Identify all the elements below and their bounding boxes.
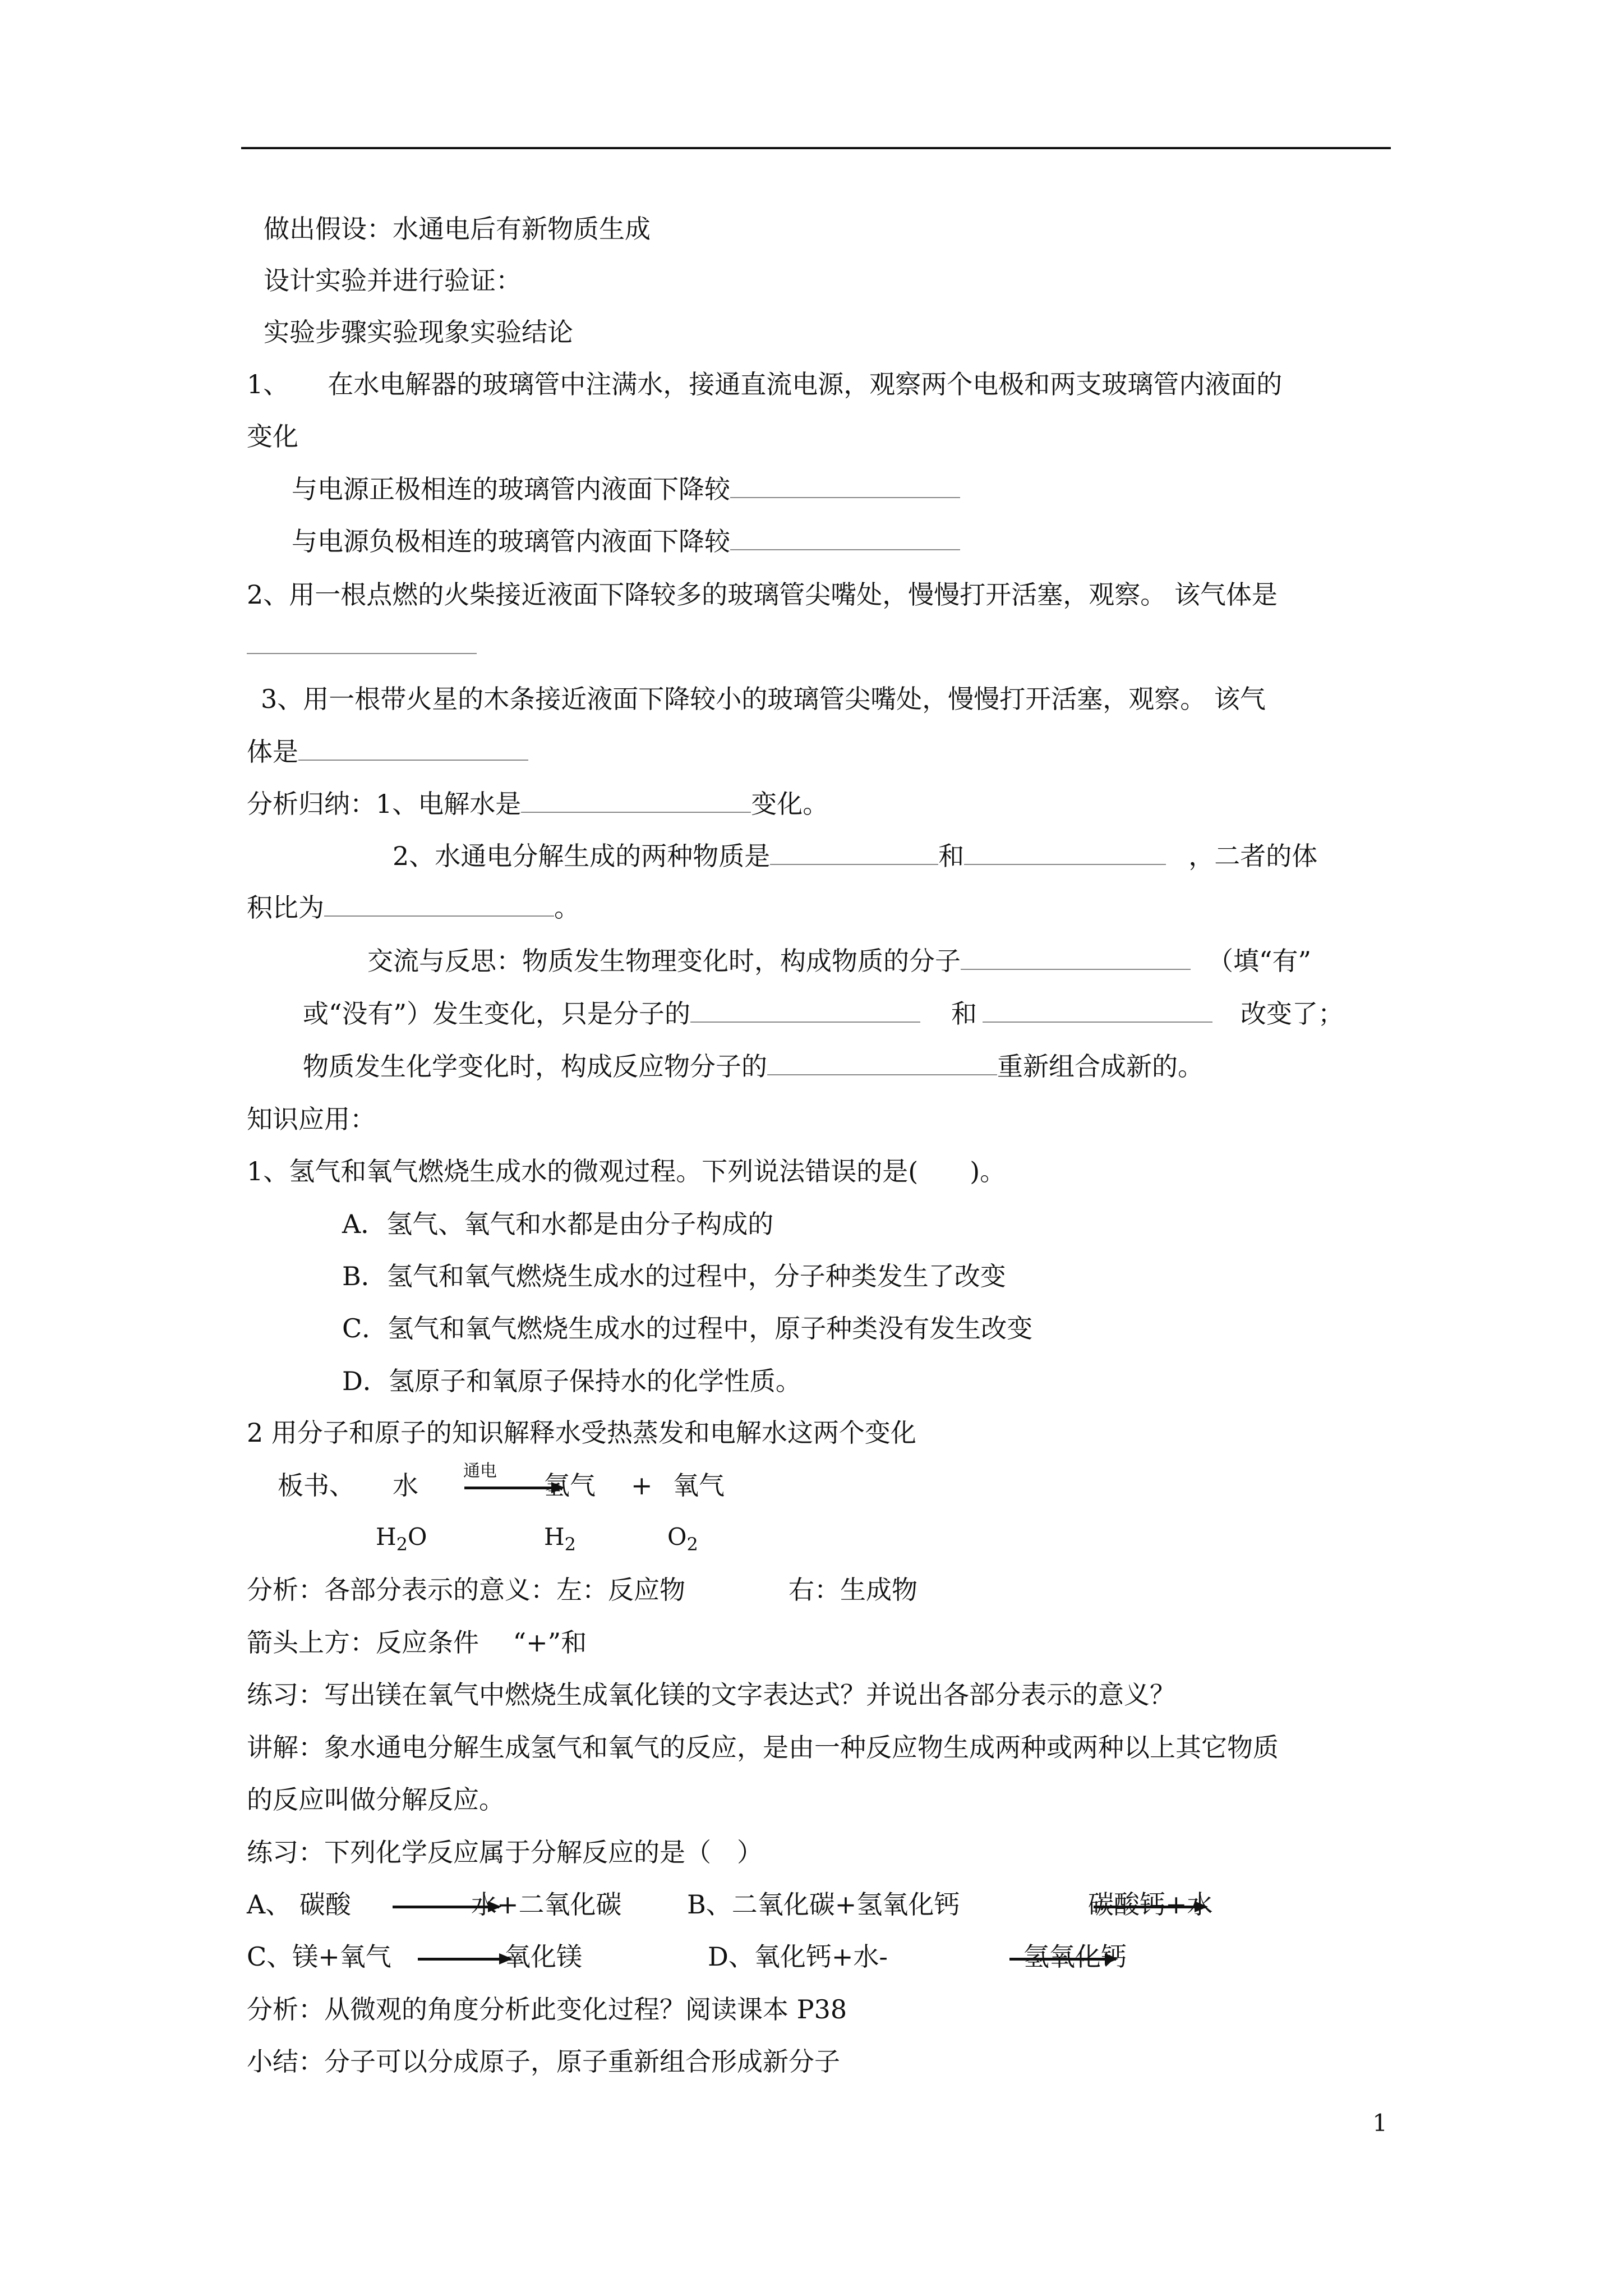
- reflect2-text: 或“没有”）发生变化，只是分子的: [303, 999, 691, 1029]
- reflect-line1: [367, 944, 1311, 978]
- analysis2-and: 和: [938, 841, 965, 871]
- design-line: 设计实验并进行验证：: [264, 265, 522, 296]
- reflect2-and: 和: [951, 999, 978, 1029]
- practice1: 练习：写出镁在氧气中燃烧生成氧化镁的文字表达式？并说出各部分表示的意义？: [247, 1680, 1175, 1710]
- formula-o2-o: O: [667, 1523, 687, 1550]
- reflect2-end: 改变了；: [1241, 999, 1344, 1029]
- option-d-right: 氢氧化钙: [1023, 1941, 1127, 1972]
- formula-o2-sub: 2: [686, 1534, 698, 1555]
- step1-continuation: 变化: [247, 421, 298, 452]
- ratio-blank[interactable]: [324, 893, 554, 917]
- analysis1-end: 变化。: [751, 789, 829, 819]
- board-water: 水: [393, 1470, 418, 1501]
- negative-pole-text: 与电源负极相连的玻璃管内液面下降较: [292, 526, 730, 556]
- analysis1-blank[interactable]: [521, 789, 751, 813]
- step3-text: 体是: [247, 737, 298, 767]
- reflect2-blank1[interactable]: [690, 999, 920, 1023]
- step3-line: 3、用一根带火星的木条接近液面下降较小的玻璃管尖嘴处，慢慢打开活塞，观察。 该气: [261, 684, 1266, 714]
- analysis2-blank1[interactable]: [770, 841, 938, 865]
- reflect3-blank[interactable]: [767, 1052, 997, 1075]
- formula-h2o-h: H: [376, 1523, 396, 1550]
- question1-option-c: C．氢气和氧气燃烧生成水的过程中，原子种类没有发生改变: [342, 1313, 1033, 1343]
- reflect3-end: 重新组合成新的。: [997, 1051, 1204, 1082]
- micro-analysis: 分析：从微观的角度分析此变化过程？阅读课本 P38: [247, 1994, 847, 2024]
- analysis2-blank2[interactable]: [964, 841, 1166, 865]
- analysis2-text: 2、水通电分解生成的两种物质是: [393, 841, 771, 871]
- negative-pole-line: [292, 524, 960, 558]
- reflect1-hint: （填“有”: [1207, 946, 1312, 976]
- step3-continuation: [247, 735, 528, 769]
- analysis1-text: 分析归纳：1、电解水是: [247, 789, 522, 819]
- knowledge-heading: 知识应用：: [247, 1104, 376, 1134]
- analysis1-line: [247, 787, 828, 821]
- option-b-right: 碳酸钙+水: [1088, 1889, 1213, 1920]
- formula-h2-sub: 2: [564, 1534, 576, 1555]
- positive-pole-blank[interactable]: [730, 475, 960, 498]
- analysis2-line: [393, 839, 1317, 873]
- option-b-left: B、二氧化碳+氢氧化钙: [687, 1889, 960, 1920]
- board-oxygen: 氧气: [673, 1470, 725, 1501]
- reflect1-blank[interactable]: [961, 946, 1191, 970]
- reflect3-text: 物质发生化学变化时，构成反应物分子的: [303, 1051, 767, 1082]
- step2-blank[interactable]: [247, 631, 477, 654]
- formula-h2o-sub: 2: [396, 1534, 408, 1555]
- positive-pole-line: [292, 472, 960, 506]
- question2: 2 用分子和原子的知识解释水受热蒸发和电解水这两个变化: [247, 1418, 916, 1448]
- positive-pole-text: 与电源正极相连的玻璃管内液面下降较: [292, 474, 730, 504]
- step2-line: 2、用一根点燃的火柴接近液面下降较多的玻璃管尖嘴处，慢慢打开活塞，观察。 该气体是: [247, 579, 1278, 610]
- explain-continuation: 的反应叫做分解反应。: [247, 1784, 505, 1815]
- board-hydrogen: 氢气: [544, 1470, 596, 1501]
- formula-h2-h: H: [544, 1523, 565, 1550]
- option-c-left: C、镁+氧气: [247, 1941, 391, 1972]
- page-number: 1: [1372, 2109, 1387, 2137]
- formula-h2: [544, 1520, 576, 1561]
- summary: 小结：分子可以分成原子，原子重新组合形成新分子: [247, 2046, 840, 2077]
- reflect1-text: 交流与反思：物质发生物理变化时，构成物质的分子: [367, 946, 961, 976]
- board-condition: 通电: [463, 1461, 497, 1481]
- step3-blank[interactable]: [298, 737, 528, 761]
- header-rule: [241, 147, 1391, 149]
- question1: 1、氢气和氧气燃烧生成水的微观过程。下列说法错误的是( )。: [247, 1156, 1006, 1186]
- ratio-label: 积比为: [247, 892, 324, 923]
- question1-option-a: A．氢气、氧气和水都是由分子构成的: [342, 1209, 774, 1239]
- option-d-left: D、氧化钙+水-: [708, 1941, 888, 1972]
- analysis2-ratio-text: ，二者的体: [1188, 841, 1318, 871]
- explain-line: 讲解：象水通电分解生成氢气和氧气的反应，是由一种反应物生成两种或两种以上其它物质: [247, 1732, 1279, 1763]
- reflect-line2: [303, 997, 1344, 1030]
- option-c-right: 氧化镁: [505, 1941, 582, 1972]
- above-arrow-note: 箭头上方：反应条件 “+”和: [247, 1627, 587, 1658]
- option-a-left: A、 碳酸: [247, 1889, 351, 1920]
- question1-option-d: D．氢原子和氧原子保持水的化学性质。: [342, 1366, 801, 1396]
- formula-o2: [667, 1520, 698, 1561]
- step1-line: 1、 在水电解器的玻璃管中注满水，接通直流电源，观察两个电极和两支玻璃管内液面的: [247, 369, 1283, 399]
- parts-analysis: 分析：各部分表示的意义：左：反应物 右：生成物: [247, 1575, 917, 1605]
- option-c-arrow-icon: [418, 1958, 510, 1961]
- reflect2-blank2[interactable]: [983, 999, 1212, 1023]
- board-plus: +: [631, 1470, 653, 1501]
- board-label: 板书、: [278, 1470, 355, 1501]
- option-a-right: 水+二氧化碳: [471, 1889, 622, 1920]
- reflect-line3: [303, 1050, 1204, 1083]
- analysis2-continuation: [247, 891, 580, 924]
- formula-h2o: [376, 1520, 427, 1561]
- ratio-end: 。: [554, 892, 580, 923]
- practice2: 练习：下列化学反应属于分解反应的是（ ）: [247, 1837, 763, 1867]
- hypothesis-line: 做出假设：水通电后有新物质生成: [264, 214, 651, 244]
- step2-blank-line: [247, 628, 477, 662]
- negative-pole-blank[interactable]: [730, 527, 960, 550]
- question1-option-b: B．氢气和氧气燃烧生成水的过程中，分子种类发生了改变: [342, 1261, 1006, 1291]
- table-header-line: 实验步骤实验现象实验结论: [264, 317, 573, 347]
- formula-h2o-o: O: [408, 1523, 427, 1550]
